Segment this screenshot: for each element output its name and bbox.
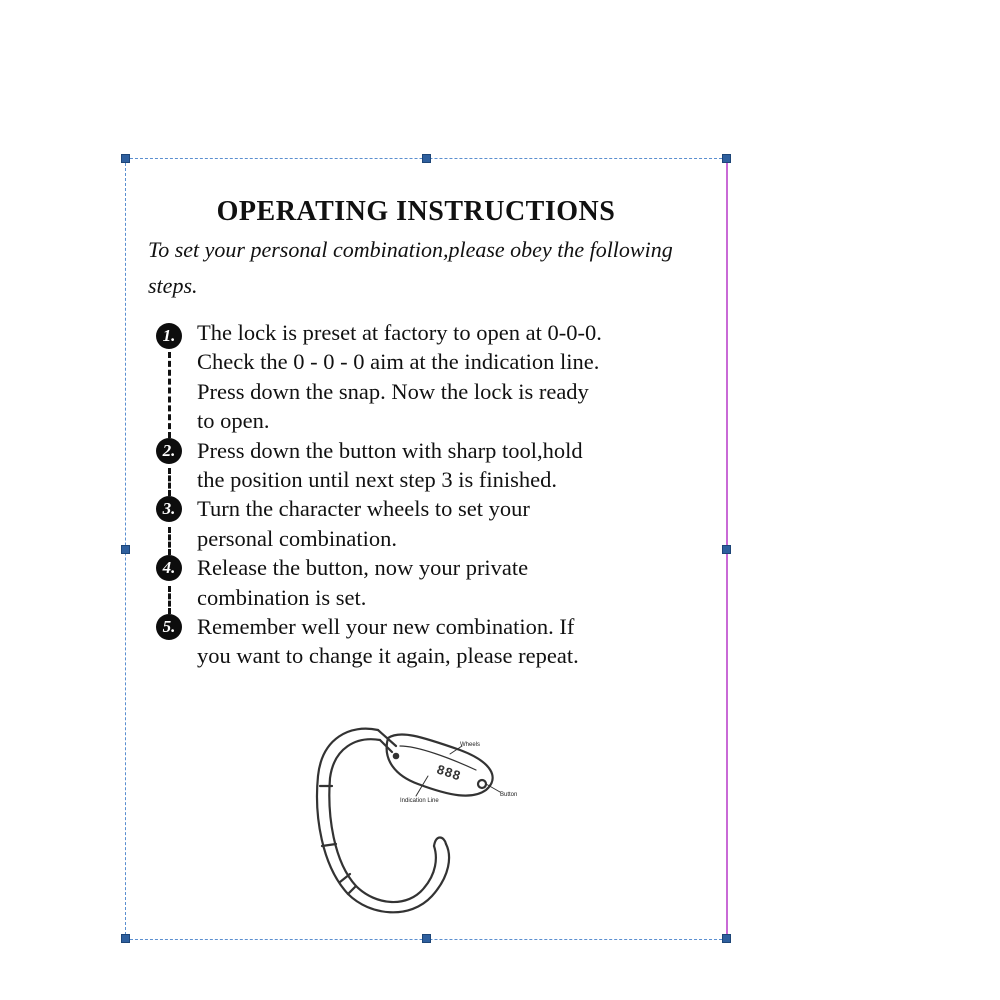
step-3 xyxy=(150,494,710,553)
carabiner-lock-illustration xyxy=(300,716,540,926)
page-title: OPERATING INSTRUCTIONS xyxy=(216,196,616,227)
resize-handle-top-center[interactable] xyxy=(422,154,431,163)
step-1 xyxy=(150,318,710,436)
step-4 xyxy=(150,553,710,612)
step-2-text: Press down the button with sharp tool,hold the position until next step 3 is finished. xyxy=(197,437,583,493)
resize-handle-middle-left[interactable] xyxy=(121,545,130,554)
label-indication-line: Indication Line xyxy=(400,798,439,804)
wheel-digits: 888 xyxy=(435,761,464,784)
resize-handle-bottom-right[interactable] xyxy=(722,934,731,943)
resize-handle-bottom-center[interactable] xyxy=(422,934,431,943)
label-button: Button xyxy=(500,792,518,798)
step-1-number: 1. xyxy=(156,323,182,349)
resize-handle-bottom-left[interactable] xyxy=(121,934,130,943)
resize-handle-top-left[interactable] xyxy=(121,154,130,163)
resize-handle-middle-right[interactable] xyxy=(722,545,731,554)
step-4-text: Release the button, now your private combination is set. xyxy=(197,555,529,610)
step-5-number: 5. xyxy=(156,614,182,640)
step-3-text: Turn the character wheels to set your personal combination. xyxy=(197,496,530,551)
step-3-number: 3. xyxy=(156,496,182,522)
step-2 xyxy=(150,436,710,495)
step-2-number: 2. xyxy=(156,438,182,464)
step-5 xyxy=(150,612,710,671)
steps-list xyxy=(150,318,710,671)
page-subtitle: To set your personal combination,please obey the following steps. xyxy=(148,237,673,298)
step-4-number: 4. xyxy=(156,555,182,581)
resize-handle-top-right[interactable] xyxy=(722,154,731,163)
step-5-text: Remember well your new combination. If you want to change it again, please repeat. xyxy=(197,614,579,669)
step-1-text: The lock is preset at factory to open at 0-0-0. Check the 0 - 0 - 0 aim at the indication line. Press down the snap. Now the lock is ready to open. xyxy=(197,320,602,434)
label-wheels: Wheels xyxy=(460,742,481,748)
